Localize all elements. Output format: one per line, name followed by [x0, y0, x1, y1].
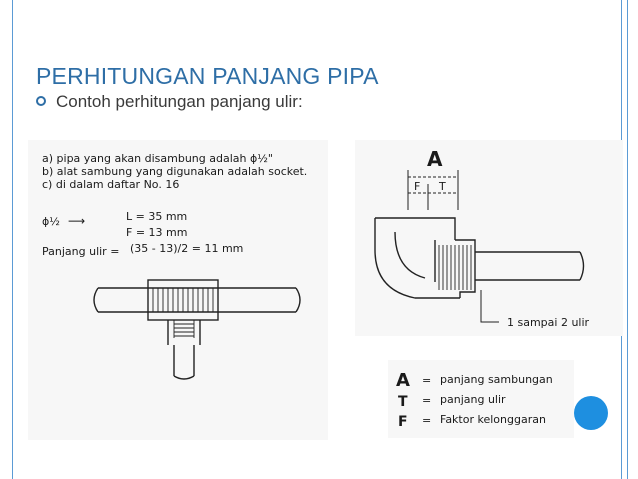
legend-T-eq: =	[422, 394, 432, 407]
arrow-glyph: ⟶	[68, 214, 86, 228]
F-value: F = 13 mm	[126, 226, 188, 239]
right-figure	[355, 140, 623, 336]
legend-diagram	[388, 360, 574, 438]
legend-F-text: Faktor kelonggaran	[440, 413, 546, 426]
result-expression: (35 - 13)/2 = 11 mm	[130, 242, 244, 255]
text-line-c: c) di dalam daftar No. 16	[42, 178, 180, 191]
legend-A-symbol: A	[396, 370, 410, 391]
callout-text: 1 sampai 2 ulir	[507, 316, 590, 329]
dim-T-label: T	[439, 180, 446, 193]
tee-fitting-diagram	[28, 140, 328, 440]
dim-F-label: F	[414, 180, 421, 193]
legend-A-eq: =	[422, 374, 432, 387]
legend-T-text: panjang ulir	[440, 393, 506, 406]
L-value: L = 35 mm	[126, 210, 188, 223]
decorative-circle	[574, 396, 608, 430]
legend-T-symbol: T	[398, 394, 408, 410]
bullet-item	[36, 92, 303, 112]
text-line-b: b) alat sambung yang digunakan adalah socket.	[42, 165, 308, 178]
legend-A-text: panjang sambungan	[440, 373, 553, 386]
elbow-fitting-diagram	[355, 140, 623, 336]
bullet-icon	[36, 96, 46, 106]
tee-drawing	[94, 280, 300, 379]
bullet-text: Contoh perhitungan panjang ulir:	[56, 92, 303, 111]
text-line-a: a) pipa yang akan disambung adalah ϕ½"	[42, 152, 273, 165]
dim-A-label: A	[427, 147, 443, 171]
phi-label: ϕ½	[42, 215, 60, 228]
legend-F-symbol: F	[398, 414, 408, 430]
elbow-drawing	[375, 170, 584, 322]
right-frame-line-outer	[627, 0, 628, 479]
left-frame-line	[12, 0, 13, 479]
legend-figure	[388, 360, 574, 438]
result-label: Panjang ulir =	[42, 245, 120, 258]
left-figure	[28, 140, 328, 440]
slide-title: PERHITUNGAN PANJANG PIPA	[36, 63, 379, 89]
legend-F-eq: =	[422, 414, 432, 427]
